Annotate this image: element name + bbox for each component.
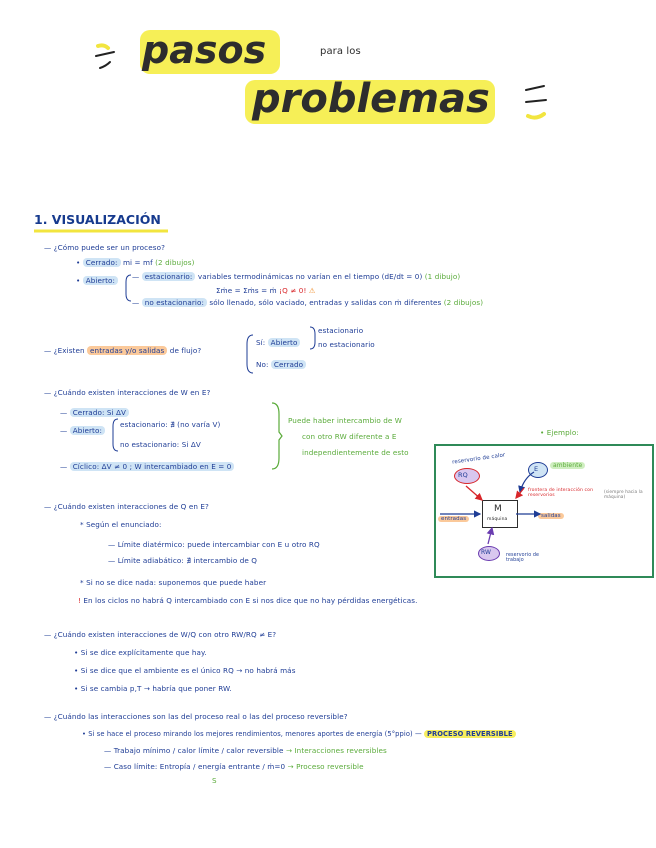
diagram-rq-label: RQ <box>458 471 468 479</box>
q5-item3: • Si se cambia p,T → habría que poner RW. <box>74 684 232 693</box>
section-underline <box>34 229 174 233</box>
title-word-1: pasos <box>142 28 267 72</box>
q3-side-note-2: con otro RW diferente a E <box>302 432 397 441</box>
q2-no: No: Cerrado <box>256 360 306 369</box>
q2-si-opt2: no estacionario <box>318 340 375 349</box>
q3-side-note-3: independientemente de esto <box>302 448 409 457</box>
q3-ciclico: — Cíclico: ΔV ≠ 0 ; W intercambiado en E = 0 <box>60 462 234 471</box>
q2-si-opt1: estacionario <box>318 326 364 335</box>
diagram-salidas: salidas <box>538 513 564 519</box>
q5-question: — ¿Cuándo existen interacciones de W/Q con otro RW/RQ ≠ E? <box>44 630 277 639</box>
q4-note1: * Si no se dice nada: suponemos que puede haber <box>80 578 267 587</box>
q3-abierto-opt2: no estacionario: Si ΔV <box>120 440 201 449</box>
q3-abierto-opt1: estacionario: ∄ (no varía V) <box>120 420 221 429</box>
section-title: 1. VISUALIZACIÓN <box>34 212 161 227</box>
q2-si: Sí: Abierto <box>256 338 300 347</box>
diagram-machine-label: M <box>494 504 502 514</box>
q2-question: — ¿Existen entradas y/o salidas de flujo? <box>44 346 202 355</box>
q4-item2: — Límite adiabático: ∄ intercambio de Q <box>108 556 258 565</box>
q2-bracket <box>245 334 255 374</box>
q3-bracket <box>112 418 120 452</box>
q1-no-estacionario: — no estacionario: sólo llenado, sólo vaciado, entradas y salidas con ṁ diferentes (2 dibujos) <box>132 298 484 307</box>
q5-item1: • Si se dice explícitamente que hay. <box>74 648 207 657</box>
diagram-machine-sub: máquina <box>487 517 508 522</box>
q3-question: — ¿Cuándo existen interacciones de W en E? <box>44 388 211 397</box>
diagram-gray-note: (siempre hacia la máquina) <box>604 490 643 500</box>
q6-item3: — Caso límite: Entropía / energía entrante / ṁ=0 → Proceso reversible <box>104 762 364 771</box>
warning-icon: ⚠ <box>308 286 316 295</box>
q1-cerrado: • Cerrado: mi = mf (2 dibujos) <box>76 258 195 267</box>
diagram-red-note: frontera de interacción con reservorios <box>528 488 594 498</box>
diagram-e-note: ambiente <box>550 462 585 469</box>
q1-question: — ¿Cómo puede ser un proceso? <box>44 243 165 252</box>
q1-estacionario: — estacionario: variables termodinámicas no varían en el tiempo (dE/dt = 0) (1 dibujo) <box>132 272 461 281</box>
q3-cerrado: — Cerrado: Si ΔV <box>60 408 129 417</box>
sparkle-left-icon <box>92 42 122 76</box>
diagram-title: • Ejemplo: <box>540 428 579 437</box>
diagram-rw-note: reservorio de trabajo <box>506 553 540 563</box>
q5-item2: • Si se dice que el ambiente es el único RQ → no habrá más <box>74 666 296 675</box>
title-mid: para los <box>320 46 361 57</box>
q4-note2: ! En los ciclos no habrá Q intercambiado con E si nos dice que no hay pérdidas energéticas. <box>78 596 418 605</box>
q4-segun: * Según el enunciado: <box>80 520 162 529</box>
diagram-entradas: entradas <box>438 516 469 522</box>
q3-side-note-1: Puede haber intercambio de W <box>288 416 403 425</box>
q4-question: — ¿Cuándo existen interacciones de Q en E? <box>44 502 209 511</box>
q1-abierto: • Abierto: <box>76 276 118 285</box>
q4-item1: — Límite diatérmico: puede intercambiar con E u otro RQ <box>108 540 320 549</box>
q6-item1: • Si se hace el proceso mirando los mejores rendimientos, menores aportes de energía (5°ppio) — PROCESO REVERSIBLE <box>82 730 516 738</box>
diagram-rq-note: reservorio de calor <box>451 452 506 466</box>
title-word-2: problemas <box>252 76 490 122</box>
q3-abierto: — Abierto: <box>60 426 105 435</box>
q6-question: — ¿Cuándo las interacciones son las del proceso real o las del proceso reversible? <box>44 712 348 721</box>
q2-si-bracket <box>309 326 317 350</box>
q6-item2: — Trabajo mínimo / calor límite / calor reversible → Interacciones reversibles <box>104 746 387 755</box>
diagram-rw-label: RW <box>481 549 492 556</box>
diagram-arrows <box>434 444 650 574</box>
q6-item3-sub: S <box>212 776 217 785</box>
diagram-e-label: E <box>534 465 539 473</box>
sparkle-right-icon <box>522 84 552 128</box>
q3-green-bracket <box>270 402 282 470</box>
q1-flow: Σṁe = Σṁs = ṁ ¡Q ≠ 0! ⚠ <box>216 286 316 295</box>
